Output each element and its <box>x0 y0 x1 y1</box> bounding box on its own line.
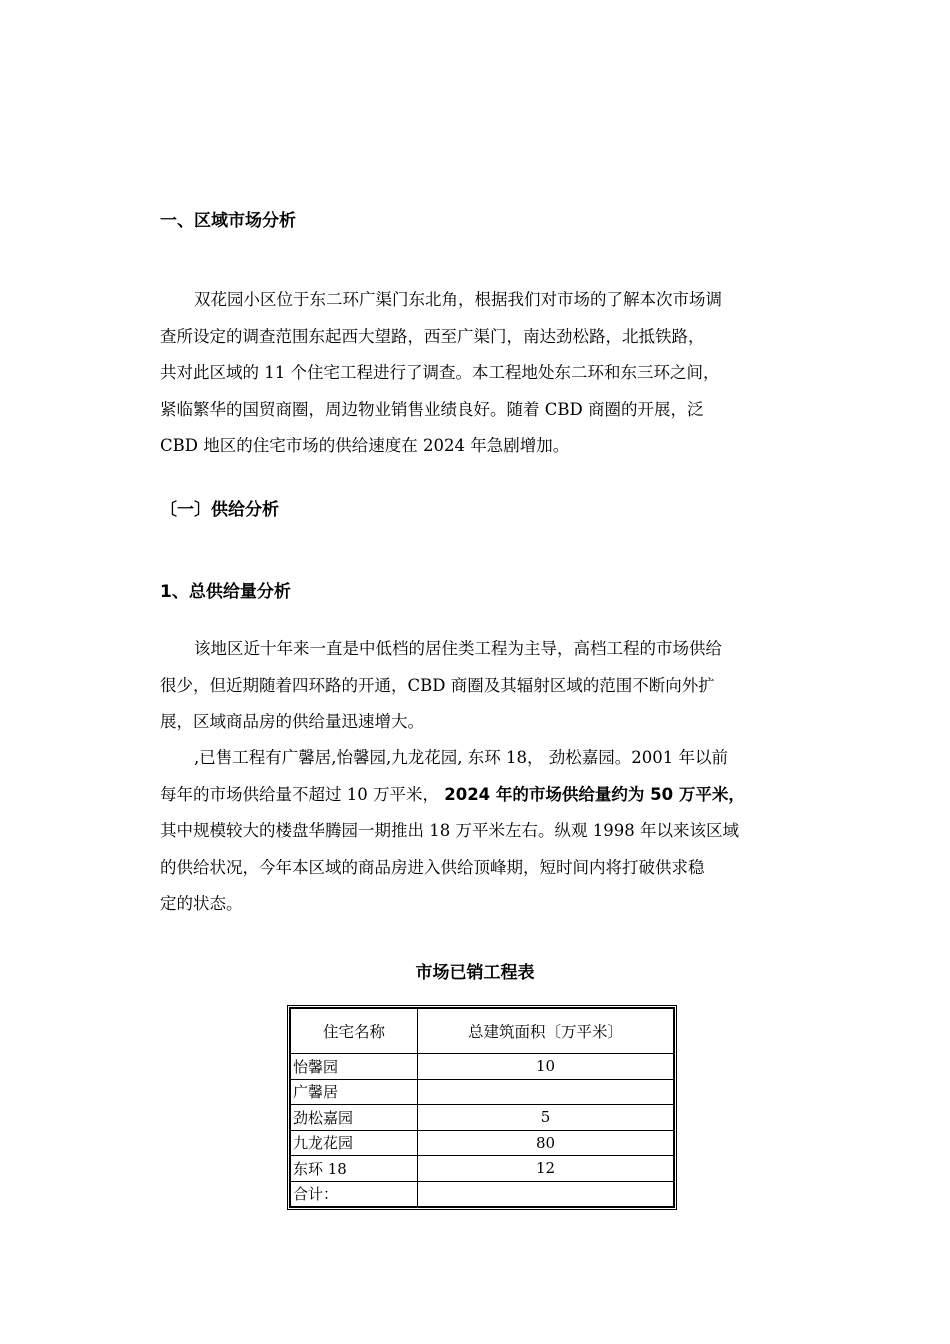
supply-paragraph <box>160 631 806 741</box>
sold-line: ,已售工程有广馨居,怡馨园,九龙花园, 东环 18， 劲松嘉园。2001 年以前 <box>194 748 728 767</box>
project-name: 怡馨园 <box>291 1054 418 1080</box>
project-name: 东环 18 <box>291 1156 418 1182</box>
table-header-row <box>291 1009 674 1054</box>
table-row <box>291 1156 674 1182</box>
intro-line: 双花园小区位于东二环广渠门东北角，根据我们对市场的了解本次市场调 <box>194 290 722 309</box>
sold-line: 定的状态。 <box>160 894 243 913</box>
sub-heading: 〔一〕供给分析 <box>160 500 279 520</box>
sold-projects-paragraph <box>160 740 806 923</box>
intro-line: 查所设定的调查范围东起西大望路，西至广渠门，南达劲松路，北抵铁路， <box>160 326 705 346</box>
project-area: 12 <box>418 1156 674 1182</box>
intro-line: 紧临繁华的国贸商圈，周边物业销售业绩良好。随着 CBD 商圈的开展，泛 <box>160 399 704 419</box>
header-name: 住宅名称 <box>291 1009 418 1054</box>
sold-line-normal: 每年的市场供给量不超过 10 万平米， <box>160 784 445 804</box>
supply-line: 展，区域商品房的供给量迅速增大。 <box>160 712 424 731</box>
section-heading: 一、区域市场分析 <box>160 211 296 231</box>
sold-line <box>160 777 806 814</box>
header-area: 总建筑面积〔万平米〕 <box>418 1009 674 1054</box>
table-row <box>291 1130 674 1156</box>
sold-projects-table <box>287 1005 677 1210</box>
sold-line: 的供给状况，今年本区域的商品房进入供给顶峰期，短时间内将打破供求稳 <box>160 857 705 877</box>
sub-sub-heading: 1、总供给量分析 <box>160 582 291 602</box>
sold-line: 其中规模较大的楼盘华腾园一期推出 18 万平米左右。纵观 1998 年以来该区域 <box>160 821 739 840</box>
intro-line: 共对此区域的 11 个住宅工程进行了调查。本工程地处东二环和东三环之间， <box>160 363 720 382</box>
total-label: 合计： <box>291 1181 418 1207</box>
table-title: 市场已销工程表 <box>415 963 535 983</box>
project-area <box>418 1079 674 1105</box>
project-name: 劲松嘉园 <box>291 1105 418 1131</box>
project-name: 广馨居 <box>291 1079 418 1105</box>
project-area: 5 <box>418 1105 674 1131</box>
intro-paragraph <box>160 282 806 465</box>
table-total-row <box>291 1181 674 1207</box>
project-area: 80 <box>418 1130 674 1156</box>
sold-line-highlight: 2024 年的市场供给量约为 50 万平米， <box>444 784 745 804</box>
project-area: 10 <box>418 1054 674 1080</box>
supply-line: 该地区近十年来一直是中低档的居住类工程为主导，高档工程的市场供给 <box>194 639 722 658</box>
project-name: 九龙花园 <box>291 1130 418 1156</box>
total-area <box>418 1181 674 1207</box>
table-row <box>291 1105 674 1131</box>
table-row <box>291 1054 674 1080</box>
supply-line: 很少，但近期随着四环路的开通，CBD 商圈及其辐射区域的范围不断向外扩 <box>160 675 715 695</box>
table-row <box>291 1079 674 1105</box>
intro-line: CBD 地区的住宅市场的供给速度在 2024 年急剧增加。 <box>160 436 570 455</box>
